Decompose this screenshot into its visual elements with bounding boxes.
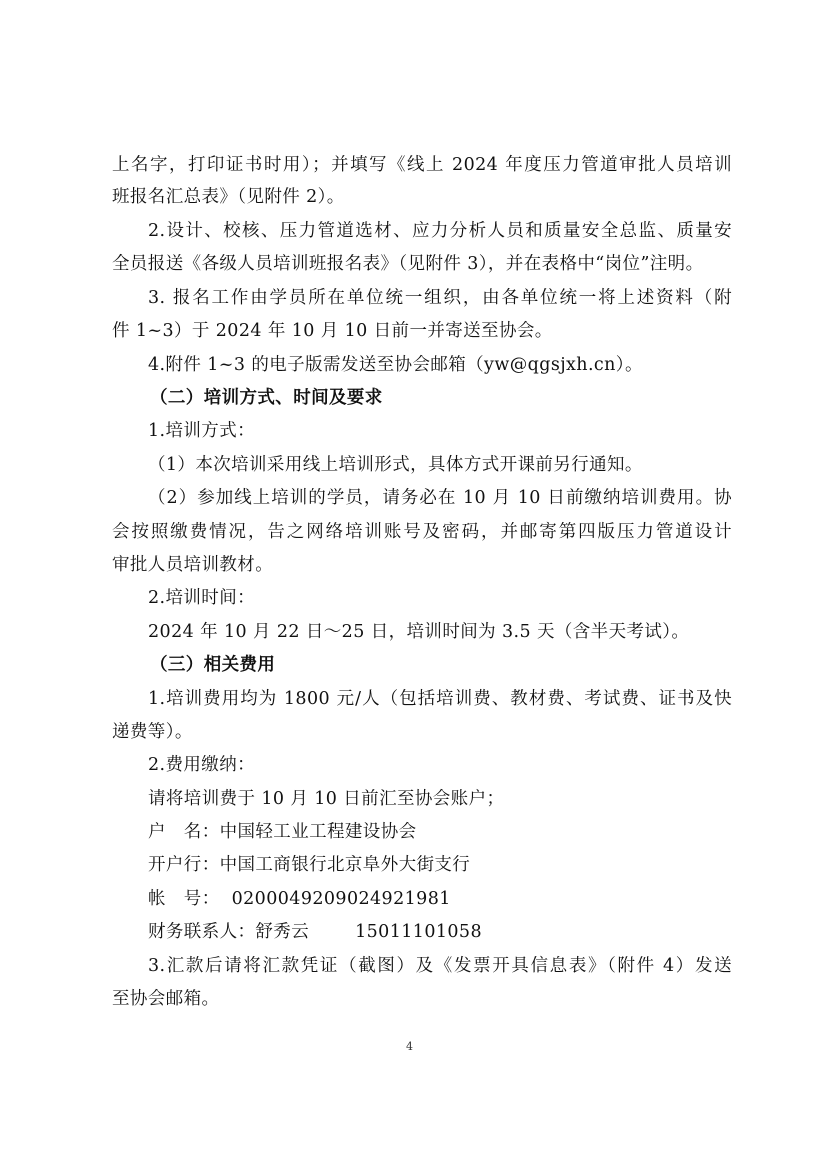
finance-contact-label: 财务联系人：舒秀云 bbox=[148, 922, 310, 942]
paragraph-line: 3.汇款后请将汇款凭证（截图）及《发票开具信息表》（附件 4）发送 bbox=[148, 956, 732, 976]
paragraph-line: 会按照缴费情况，告之网络培训账号及密码，并邮寄第四版压力管道设计 bbox=[112, 522, 732, 542]
account-number-line bbox=[148, 882, 732, 916]
section-heading: （二）培训方式、时间及要求 bbox=[150, 388, 383, 408]
paragraph-line: 1.培训费用均为 1800 元/人（包括培训费、教材费、考试费、证书及快 bbox=[148, 689, 732, 709]
paragraph-line: 2.设计、校核、压力管道选材、应力分析人员和质量安全总监、质量安 bbox=[148, 221, 732, 241]
paragraph-line: 全员报送《各级人员培训班报名表》（见附件 3），并在表格中“岗位”注明。 bbox=[112, 254, 704, 274]
paragraph-line: （2）参加线上培训的学员，请务必在 10 月 10 日前缴纳培训费用。协 bbox=[148, 488, 732, 508]
bank-line: 开户行：中国工商银行北京阜外大街支行 bbox=[148, 855, 471, 875]
account-number-value: 0200049209024921981 bbox=[231, 889, 451, 909]
paragraph-line: 件 1~3）于 2024 年 10 月 10 日前一并寄送至协会。 bbox=[112, 321, 553, 341]
finance-contact-phone: 15011101058 bbox=[355, 922, 482, 942]
paragraph-line: 班报名汇总表》（见附件 2）。 bbox=[112, 187, 345, 207]
finance-contact-line bbox=[148, 915, 732, 949]
page-number: 4 bbox=[406, 1040, 413, 1053]
paragraph-line: 2.费用缴纳： bbox=[148, 755, 255, 775]
paragraph-line: 4.附件 1~3 的电子版需发送至协会邮箱（yw@qgsjxh.cn）。 bbox=[148, 355, 643, 375]
account-number-label: 帐 号： bbox=[148, 889, 220, 909]
section-heading: （三）相关费用 bbox=[150, 655, 276, 675]
paragraph-line: 1.培训方式： bbox=[148, 421, 255, 441]
paragraph-line: 2.培训时间： bbox=[148, 588, 255, 608]
account-name-line: 户 名：中国轻工业工程建设协会 bbox=[148, 822, 417, 842]
paragraph-line: 递费等）。 bbox=[112, 722, 193, 742]
paragraph-line: 至协会邮箱。 bbox=[112, 989, 220, 1009]
paragraph-line: 2024 年 10 月 22 日～25 日，培训时间为 3.5 天（含半天考试）。 bbox=[148, 622, 690, 642]
paragraph-line: 审批人员培训教材。 bbox=[112, 555, 274, 575]
paragraph-line: 3. 报名工作由学员所在单位统一组织，由各单位统一将上述资料（附 bbox=[148, 288, 732, 308]
paragraph-line: 请将培训费于 10 月 10 日前汇至协会账户； bbox=[148, 789, 505, 809]
paragraph-line: 上名字，打印证书时用）；并填写《线上 2024 年度压力管道审批人员培训 bbox=[112, 155, 732, 175]
paragraph-line: （1）本次培训采用线上培训形式，具体方式开课前另行通知。 bbox=[148, 455, 643, 475]
